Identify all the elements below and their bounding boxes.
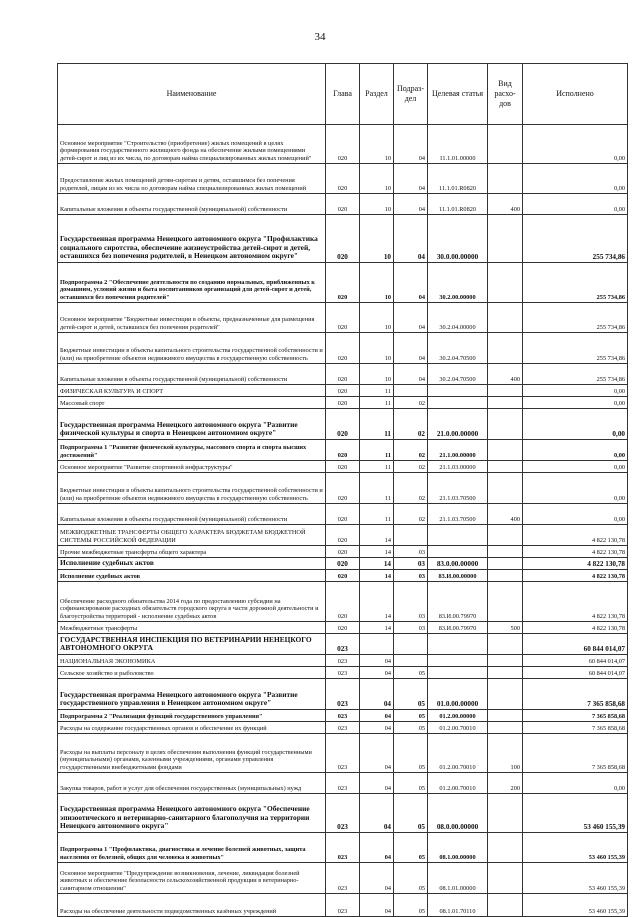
header-ispolneno: Исполнено: [523, 64, 628, 125]
table-row: [58, 794, 628, 833]
row-glava-cell: 020: [326, 409, 360, 440]
row-name-cell: Расходы на обеспечение деятельности подведомственных казённых учреждений: [58, 894, 326, 917]
row-podrazdel-cell: [394, 655, 428, 667]
row-razdel-cell: 11: [360, 397, 394, 409]
row-statya-cell: 83.0.00.00000: [428, 558, 488, 570]
row-razdel-cell: 14: [360, 558, 394, 570]
row-name-cell: Подпрограмма 2 "Обеспечение деятельности по созданию нормальных, приближенных к домашним, условий жизни и быта воспитанников организаций для детей-сирот и детей, оставшихся без попечения родителей": [58, 263, 326, 303]
row-razdel-cell: 10: [360, 303, 394, 333]
table-row: [58, 546, 628, 558]
row-statya-cell: [428, 634, 488, 655]
row-vid-cell: [488, 546, 523, 558]
row-razdel-cell: 04: [360, 773, 394, 794]
row-amount-cell: 255 734,86: [523, 364, 628, 385]
row-name-cell: Закупка товаров, работ и услуг для обеспечения государственных (муниципальных) нужд: [58, 773, 326, 794]
row-glava-cell: 020: [326, 558, 360, 570]
row-amount-cell: 255 734,86: [523, 333, 628, 364]
row-statya-cell: 21.1.03.70500: [428, 504, 488, 525]
table-row: [58, 164, 628, 194]
header-name: Наименование: [58, 64, 326, 125]
row-statya-cell: 08.0.00.00000: [428, 794, 488, 833]
row-vid-cell: [488, 440, 523, 461]
row-vid-cell: [488, 461, 523, 473]
row-glava-cell: 020: [326, 546, 360, 558]
row-vid-cell: 500: [488, 622, 523, 634]
row-razdel-cell: 04: [360, 794, 394, 833]
row-statya-cell: 01.2.00.70010: [428, 773, 488, 794]
row-statya-cell: 08.1.01.70110: [428, 894, 488, 917]
row-vid-cell: [488, 525, 523, 546]
row-vid-cell: [488, 303, 523, 333]
table-row: [58, 125, 628, 164]
row-name-cell: МЕЖБЮДЖЕТНЫЕ ТРАНСФЕРТЫ ОБЩЕГО ХАРАКТЕРА БЮДЖЕТАМ БЮДЖЕТНОЙ СИСТЕМЫ РОССИЙСКОЙ ФЕДЕРАЦИИ: [58, 525, 326, 546]
row-name-cell: Основное мероприятие "Развитие спортивной инфраструктуры": [58, 461, 326, 473]
row-glava-cell: 020: [326, 333, 360, 364]
row-statya-cell: 21.1.03.70500: [428, 473, 488, 504]
row-podrazdel-cell: 04: [394, 164, 428, 194]
row-name-cell: Подпрограмма 2 "Реализация функций государственного управления": [58, 710, 326, 722]
row-vid-cell: [488, 263, 523, 303]
row-podrazdel-cell: 05: [394, 833, 428, 863]
row-glava-cell: 020: [326, 570, 360, 582]
row-podrazdel-cell: 02: [394, 440, 428, 461]
row-statya-cell: 21.1.00.00000: [428, 440, 488, 461]
table-body: [58, 125, 628, 917]
row-razdel-cell: 04: [360, 894, 394, 917]
row-statya-cell: [428, 385, 488, 397]
row-podrazdel-cell: [394, 385, 428, 397]
row-glava-cell: 020: [326, 504, 360, 525]
table-row: [58, 194, 628, 215]
row-statya-cell: 11.1.01.00000: [428, 125, 488, 164]
row-glava-cell: 023: [326, 722, 360, 734]
row-glava-cell: 020: [326, 164, 360, 194]
row-name-cell: Сельское хозяйство и рыболовство: [58, 667, 326, 679]
row-amount-cell: 0,00: [523, 125, 628, 164]
row-name-cell: Основное мероприятие "Строительство (приобретение) жилых помещений в целях формирования государственного жилищного фонда на обеспечение жилыми помещениями детей-сирот и лиц из их числа, по договорам найма специализированных жилых помещений": [58, 125, 326, 164]
row-name-cell: Массовый спорт: [58, 397, 326, 409]
row-razdel-cell: 10: [360, 364, 394, 385]
row-podrazdel-cell: 05: [394, 894, 428, 917]
row-amount-cell: 4 822 130,78: [523, 582, 628, 622]
row-vid-cell: 200: [488, 773, 523, 794]
row-statya-cell: 08.1.00.00000: [428, 833, 488, 863]
row-vid-cell: 400: [488, 194, 523, 215]
row-amount-cell: 60 844 014,07: [523, 667, 628, 679]
row-podrazdel-cell: 02: [394, 409, 428, 440]
row-amount-cell: 7 365 858,68: [523, 679, 628, 710]
row-podrazdel-cell: 05: [394, 773, 428, 794]
row-amount-cell: 53 460 155,39: [523, 833, 628, 863]
row-glava-cell: 023: [326, 833, 360, 863]
row-vid-cell: [488, 710, 523, 722]
row-name-cell: Расходы на выплаты персоналу в целях обеспечения выполнения функций государственными (муниципальными) органами, казенными учреждениями, органами управления государственными внебюджетными фондами: [58, 734, 326, 773]
row-razdel-cell: 14: [360, 582, 394, 622]
row-glava-cell: 023: [326, 773, 360, 794]
row-name-cell: Расходы на содержание государственных органов и обеспечение их функций: [58, 722, 326, 734]
row-glava-cell: 020: [326, 364, 360, 385]
row-glava-cell: 020: [326, 582, 360, 622]
row-amount-cell: 4 822 130,78: [523, 570, 628, 582]
row-glava-cell: 023: [326, 734, 360, 773]
row-razdel-cell: 04: [360, 710, 394, 722]
row-amount-cell: 0,00: [523, 440, 628, 461]
row-podrazdel-cell: 04: [394, 194, 428, 215]
row-name-cell: Обеспечение расходного обязательства 2014 года по предоставлению субсидии на софинансирование расходных обязательств городского округа в части дорожной деятельности и благоустройства территорий - исполнение судебных актов: [58, 582, 326, 622]
row-name-cell: Основное мероприятие "Предупреждение возникновения, лечение, ликвидация болезней животных и обеспечение безопасности сельскохозяйственной продукции в ветеринарно- санитарном отношении": [58, 863, 326, 894]
row-razdel-cell: 14: [360, 546, 394, 558]
row-glava-cell: 020: [326, 194, 360, 215]
table-row: [58, 215, 628, 263]
row-podrazdel-cell: 04: [394, 364, 428, 385]
row-podrazdel-cell: 02: [394, 397, 428, 409]
row-name-cell: Предоставление жилых помещений детям-сиротам и детям, оставшимся без попечения родителей, лицам из их числа по договорам найма специализированных жилых помещений: [58, 164, 326, 194]
row-amount-cell: 255 734,86: [523, 303, 628, 333]
row-vid-cell: [488, 385, 523, 397]
row-razdel-cell: 14: [360, 570, 394, 582]
table-row: [58, 525, 628, 546]
row-amount-cell: 7 365 858,68: [523, 722, 628, 734]
row-glava-cell: 020: [326, 461, 360, 473]
row-name-cell: Подпрограмма 1 "Профилактика, диагностика и лечение болезней животных, защита населения от болезней, общих для человека и животных": [58, 833, 326, 863]
row-podrazdel-cell: 05: [394, 863, 428, 894]
row-statya-cell: 30.2.00.00000: [428, 263, 488, 303]
row-podrazdel-cell: 05: [394, 710, 428, 722]
row-glava-cell: 020: [326, 622, 360, 634]
row-statya-cell: 30.2.04.00000: [428, 303, 488, 333]
row-razdel-cell: 04: [360, 734, 394, 773]
row-statya-cell: 01.2.00.00000: [428, 710, 488, 722]
budget-table: [57, 63, 628, 917]
row-statya-cell: 01.2.00.70010: [428, 722, 488, 734]
row-podrazdel-cell: 02: [394, 461, 428, 473]
table-row: [58, 263, 628, 303]
row-podrazdel-cell: 03: [394, 622, 428, 634]
row-amount-cell: 0,00: [523, 194, 628, 215]
row-statya-cell: 11.1.01.R0820: [428, 164, 488, 194]
row-amount-cell: 0,00: [523, 409, 628, 440]
table-row: [58, 722, 628, 734]
row-glava-cell: 020: [326, 385, 360, 397]
row-razdel-cell: 11: [360, 385, 394, 397]
row-name-cell: Исполнение судебных актов: [58, 558, 326, 570]
row-razdel-cell: 11: [360, 473, 394, 504]
row-statya-cell: 30.0.00.00000: [428, 215, 488, 263]
row-vid-cell: [488, 794, 523, 833]
table-row: [58, 303, 628, 333]
row-razdel-cell: 14: [360, 525, 394, 546]
table-row: [58, 634, 628, 655]
row-vid-cell: [488, 409, 523, 440]
row-name-cell: Государственная программа Ненецкого автономного округа "Обеспечение эпизоотического и ветеринарно-санитарного благополучия на территории Ненецкого автономного округа": [58, 794, 326, 833]
row-name-cell: Капитальные вложения в объекты государственной (муниципальной) собственности: [58, 194, 326, 215]
row-vid-cell: 400: [488, 364, 523, 385]
row-razdel-cell: 11: [360, 440, 394, 461]
row-statya-cell: [428, 655, 488, 667]
table-row: [58, 333, 628, 364]
row-glava-cell: 020: [326, 525, 360, 546]
row-name-cell: Государственная программа Ненецкого автономного округа "Профилактика социального сиротства, обеспечение жизнеустройства детей-сирот и детей, оставшихся без попечения родителей, в Ненецком автономном округе": [58, 215, 326, 263]
table-row: [58, 385, 628, 397]
row-razdel-cell: 10: [360, 164, 394, 194]
row-statya-cell: 30.2.04.70500: [428, 364, 488, 385]
row-name-cell: ГОСУДАРСТВЕННАЯ ИНСПЕКЦИЯ ПО ВЕТЕРИНАРИИ НЕНЕЦКОГО АВТОНОМНОГО ОКРУГА: [58, 634, 326, 655]
header-row: [58, 64, 628, 125]
row-statya-cell: 83.И.00.79970: [428, 582, 488, 622]
row-name-cell: Бюджетные инвестиции в объекты капитального строительства государственной собственности и (или) на приобретение объектов недвижимого имущества в государственную собственность: [58, 333, 326, 364]
row-name-cell: Межбюджетные трансферты: [58, 622, 326, 634]
row-name-cell: НАЦИОНАЛЬНАЯ ЭКОНОМИКА: [58, 655, 326, 667]
table-row: [58, 440, 628, 461]
row-amount-cell: 53 460 155,39: [523, 794, 628, 833]
row-amount-cell: 0,00: [523, 164, 628, 194]
row-glava-cell: 023: [326, 794, 360, 833]
row-podrazdel-cell: 03: [394, 582, 428, 622]
row-statya-cell: 01.0.00.00000: [428, 679, 488, 710]
row-podrazdel-cell: 04: [394, 125, 428, 164]
row-razdel-cell: [360, 634, 394, 655]
table-row: [58, 622, 628, 634]
row-statya-cell: 30.2.04.70500: [428, 333, 488, 364]
row-podrazdel-cell: 03: [394, 570, 428, 582]
row-vid-cell: [488, 722, 523, 734]
row-statya-cell: 21.1.03.00000: [428, 461, 488, 473]
row-razdel-cell: 11: [360, 504, 394, 525]
row-razdel-cell: 04: [360, 863, 394, 894]
table-row: [58, 397, 628, 409]
row-podrazdel-cell: [394, 634, 428, 655]
row-vid-cell: [488, 655, 523, 667]
row-name-cell: Бюджетные инвестиции в объекты капитального строительства государственной собственности и (или) на приобретение объектов недвижимого имущества в государственную собственность: [58, 473, 326, 504]
row-vid-cell: [488, 570, 523, 582]
header-statya: Целевая статья: [428, 64, 488, 125]
row-vid-cell: [488, 894, 523, 917]
table-row: [58, 667, 628, 679]
table-row: [58, 655, 628, 667]
row-glava-cell: 023: [326, 634, 360, 655]
table-row: [58, 710, 628, 722]
row-podrazdel-cell: 05: [394, 679, 428, 710]
row-statya-cell: 21.0.00.00000: [428, 409, 488, 440]
row-vid-cell: [488, 215, 523, 263]
row-name-cell: Подпрограмма 1 "Развитие физической культуры, массового спорта и спорта высших достижений": [58, 440, 326, 461]
row-razdel-cell: 11: [360, 461, 394, 473]
row-name-cell: ФИЗИЧЕСКАЯ КУЛЬТУРА И СПОРТ: [58, 385, 326, 397]
table-row: [58, 894, 628, 917]
row-podrazdel-cell: 03: [394, 546, 428, 558]
row-podrazdel-cell: 02: [394, 473, 428, 504]
row-statya-cell: [428, 546, 488, 558]
row-glava-cell: 023: [326, 894, 360, 917]
row-razdel-cell: 04: [360, 667, 394, 679]
row-amount-cell: 0,00: [523, 473, 628, 504]
table-row: [58, 473, 628, 504]
header-podrazdel: Подраз- дел: [394, 64, 428, 125]
row-razdel-cell: 11: [360, 409, 394, 440]
row-vid-cell: 400: [488, 504, 523, 525]
row-amount-cell: 60 844 014,07: [523, 655, 628, 667]
table-row: [58, 773, 628, 794]
row-podrazdel-cell: 05: [394, 722, 428, 734]
row-amount-cell: 4 822 130,78: [523, 546, 628, 558]
row-podrazdel-cell: 04: [394, 303, 428, 333]
row-razdel-cell: 10: [360, 125, 394, 164]
row-vid-cell: 100: [488, 734, 523, 773]
row-vid-cell: [488, 558, 523, 570]
row-razdel-cell: 10: [360, 333, 394, 364]
row-statya-cell: [428, 397, 488, 409]
table-row: [58, 364, 628, 385]
row-glava-cell: 023: [326, 679, 360, 710]
row-razdel-cell: 04: [360, 722, 394, 734]
row-glava-cell: 020: [326, 263, 360, 303]
row-amount-cell: 7 365 858,68: [523, 734, 628, 773]
row-vid-cell: [488, 833, 523, 863]
row-name-cell: Государственная программа Ненецкого автономного округа "Развитие физической культуры и спорта в Ненецком автономном округе": [58, 409, 326, 440]
row-statya-cell: 08.1.01.00000: [428, 863, 488, 894]
row-podrazdel-cell: 02: [394, 504, 428, 525]
table-row: [58, 558, 628, 570]
row-amount-cell: 0,00: [523, 385, 628, 397]
row-statya-cell: [428, 525, 488, 546]
row-vid-cell: [488, 582, 523, 622]
row-name-cell: Основное мероприятие "Бюджетные инвестиции в объекты, предназначенные для размещения детей-сирот и детей, оставшихся без попечения родителей": [58, 303, 326, 333]
row-vid-cell: [488, 679, 523, 710]
row-glava-cell: 023: [326, 667, 360, 679]
row-amount-cell: 4 822 130,78: [523, 558, 628, 570]
row-razdel-cell: 10: [360, 215, 394, 263]
row-vid-cell: [488, 634, 523, 655]
row-amount-cell: 4 822 130,78: [523, 525, 628, 546]
row-amount-cell: 0,00: [523, 773, 628, 794]
header-razdel: Раздел: [360, 64, 394, 125]
row-podrazdel-cell: [394, 525, 428, 546]
row-vid-cell: [488, 473, 523, 504]
row-amount-cell: 4 822 130,78: [523, 622, 628, 634]
table-row: [58, 833, 628, 863]
row-amount-cell: 255 734,86: [523, 263, 628, 303]
row-vid-cell: [488, 397, 523, 409]
row-statya-cell: [428, 667, 488, 679]
table-row: [58, 863, 628, 894]
row-amount-cell: 53 460 155,39: [523, 894, 628, 917]
table-row: [58, 409, 628, 440]
page-number: 34: [314, 31, 326, 43]
row-amount-cell: 0,00: [523, 461, 628, 473]
table-row: [58, 679, 628, 710]
row-glava-cell: 020: [326, 215, 360, 263]
row-name-cell: Прочие межбюджетные трансферты общего характера: [58, 546, 326, 558]
header-vid: Вид расхо- дов: [488, 64, 523, 125]
table-row: [58, 570, 628, 582]
row-podrazdel-cell: 05: [394, 734, 428, 773]
table-row: [58, 504, 628, 525]
row-amount-cell: 0,00: [523, 397, 628, 409]
table-row: [58, 582, 628, 622]
row-name-cell: Исполнение судебных актов: [58, 570, 326, 582]
row-vid-cell: [488, 863, 523, 894]
row-statya-cell: 83.И.00.79970: [428, 622, 488, 634]
header-glava: Глава: [326, 64, 360, 125]
row-statya-cell: 11.1.01.R0820: [428, 194, 488, 215]
row-glava-cell: 020: [326, 303, 360, 333]
row-name-cell: Капитальные вложения в объекты государственной (муниципальной) собственности: [58, 504, 326, 525]
row-podrazdel-cell: 05: [394, 794, 428, 833]
row-vid-cell: [488, 125, 523, 164]
row-amount-cell: 255 734,86: [523, 215, 628, 263]
row-razdel-cell: 10: [360, 263, 394, 303]
row-glava-cell: 023: [326, 863, 360, 894]
row-razdel-cell: 04: [360, 655, 394, 667]
row-glava-cell: 020: [326, 397, 360, 409]
row-name-cell: Капитальные вложения в объекты государственной (муниципальной) собственности: [58, 364, 326, 385]
table-row: [58, 734, 628, 773]
row-statya-cell: 83.И.00.00000: [428, 570, 488, 582]
row-vid-cell: [488, 667, 523, 679]
row-glava-cell: 023: [326, 655, 360, 667]
table-row: [58, 461, 628, 473]
row-amount-cell: 7 365 858,68: [523, 710, 628, 722]
row-razdel-cell: 04: [360, 679, 394, 710]
row-glava-cell: 020: [326, 125, 360, 164]
row-amount-cell: 60 844 014,07: [523, 634, 628, 655]
row-vid-cell: [488, 333, 523, 364]
row-razdel-cell: 14: [360, 622, 394, 634]
row-razdel-cell: 10: [360, 194, 394, 215]
row-podrazdel-cell: 04: [394, 333, 428, 364]
row-amount-cell: 0,00: [523, 504, 628, 525]
row-name-cell: Государственная программа Ненецкого автономного округа "Развитие государственного управления в Ненецком автономном округе": [58, 679, 326, 710]
row-glava-cell: 023: [326, 710, 360, 722]
row-podrazdel-cell: 05: [394, 667, 428, 679]
row-glava-cell: 020: [326, 440, 360, 461]
row-podrazdel-cell: 04: [394, 215, 428, 263]
row-glava-cell: 020: [326, 473, 360, 504]
row-amount-cell: 53 460 155,39: [523, 863, 628, 894]
row-razdel-cell: 04: [360, 833, 394, 863]
row-vid-cell: [488, 164, 523, 194]
row-podrazdel-cell: 04: [394, 263, 428, 303]
row-podrazdel-cell: 03: [394, 558, 428, 570]
row-statya-cell: 01.2.00.70010: [428, 734, 488, 773]
